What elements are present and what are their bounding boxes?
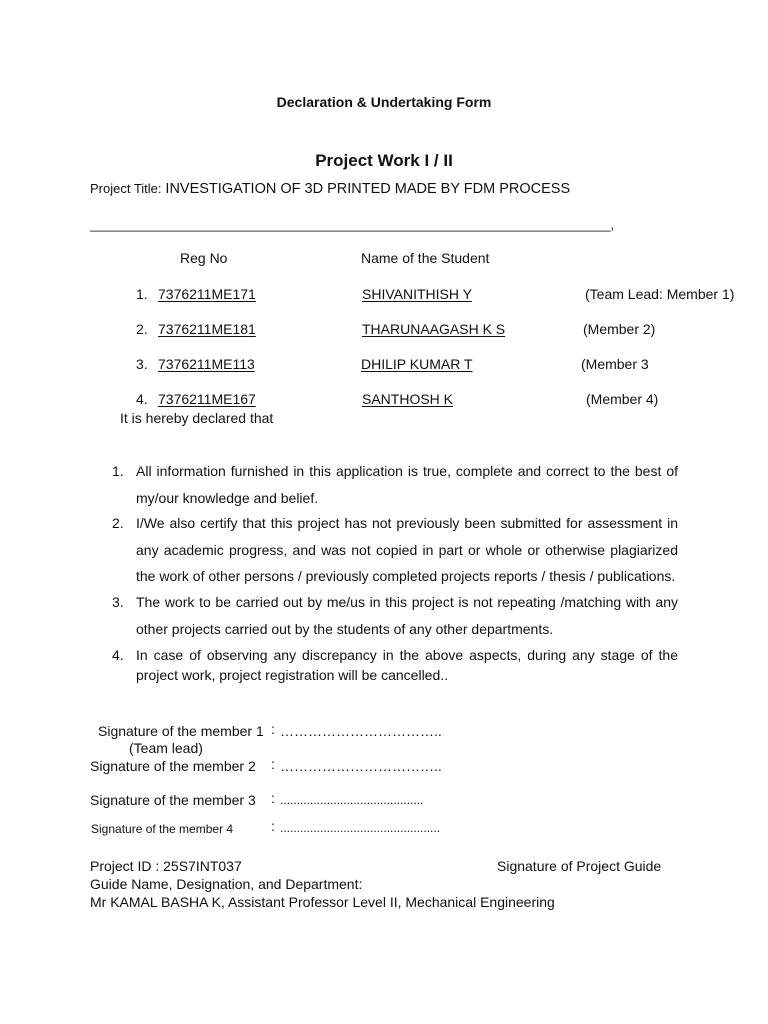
- row-number: 4.: [136, 391, 148, 407]
- declaration-text: I/We also certify that this project has not previously been submitted for assessment in any academic progress, and was not copied in part or whole or otherwise plagiarized the work of other persons / previously completed projects reports / thesis / publications.: [136, 515, 678, 584]
- declaration-number: 1.: [112, 463, 124, 479]
- row-number: 1.: [136, 286, 148, 302]
- signature-member-4-label: Signature of the member 4: [91, 822, 234, 836]
- guide-heading: Guide Name, Designation, and Department:: [90, 876, 363, 892]
- signature-colon: :: [271, 756, 275, 772]
- student-name: SHIVANITHISH Y: [362, 286, 472, 302]
- student-name: DHILIP KUMAR T: [361, 356, 473, 372]
- project-title-value: INVESTIGATION OF 3D PRINTED MADE BY FDM PROCESS: [165, 181, 571, 197]
- guide-details: Mr KAMAL BASHA K, Assistant Professor Level II, Mechanical Engineering: [90, 894, 555, 910]
- declaration-intro: It is hereby declared that: [120, 410, 274, 426]
- declaration-text: In case of observing any discrepancy in the above aspects, during any stage of the project work, project registration will be cancelled..: [136, 647, 678, 683]
- signature-member-2-label: Signature of the member 2: [90, 758, 256, 774]
- signature-colon: :: [271, 721, 275, 737]
- reg-no: 7376211ME167: [158, 391, 256, 407]
- student-name: SANTHOSH K: [362, 391, 454, 407]
- row-number: 3.: [136, 356, 148, 372]
- signature-member-3-label: Signature of the member 3: [90, 792, 256, 808]
- row-number: 2.: [136, 321, 148, 337]
- project-title-label: Project Title:: [90, 181, 162, 196]
- student-name: THARUNAAGASH K S: [362, 321, 506, 337]
- signature-line: ……………………………..: [280, 758, 442, 774]
- project-title-continuation-line: ________________________________________________________________________,: [90, 217, 615, 232]
- reg-no-header: Reg No: [180, 250, 228, 266]
- signature-member-1-label: Signature of the member 1: [98, 723, 264, 739]
- project-id: Project ID : 25S7INT037: [90, 858, 242, 874]
- member-role: (Member 3: [581, 356, 649, 372]
- form-title: Declaration & Undertaking Form: [276, 94, 492, 110]
- declaration-number: 4.: [112, 647, 124, 663]
- project-work-title: Project Work I / II: [315, 151, 453, 170]
- signature-line: ……………………………..: [280, 723, 442, 739]
- signature-colon: :: [271, 818, 275, 834]
- declaration-text: All information furnished in this application is true, complete and correct to the best of my/our knowledge and belief.: [136, 463, 678, 506]
- project-title-row: [90, 180, 570, 197]
- signature-line: ...........................................: [280, 793, 424, 807]
- signature-colon: :: [271, 790, 275, 806]
- student-name-header: Name of the Student: [361, 250, 490, 266]
- member-role: (Team Lead: Member 1): [585, 286, 735, 302]
- declaration-number: 2.: [112, 515, 124, 531]
- declaration-text: The work to be carried out by me/us in this project is not repeating /matching with any other projects carried out by the students of any other departments.: [136, 594, 678, 637]
- reg-no: 7376211ME181: [158, 321, 256, 337]
- team-lead-note: (Team lead): [129, 740, 203, 756]
- member-role: (Member 4): [586, 391, 659, 407]
- reg-no: 7376211ME113: [158, 356, 255, 372]
- reg-no: 7376211ME171: [158, 286, 256, 302]
- signature-line: ................................................: [280, 821, 441, 835]
- declaration-number: 3.: [112, 594, 124, 610]
- member-role: (Member 2): [583, 321, 656, 337]
- guide-signature-label: Signature of Project Guide: [497, 858, 662, 874]
